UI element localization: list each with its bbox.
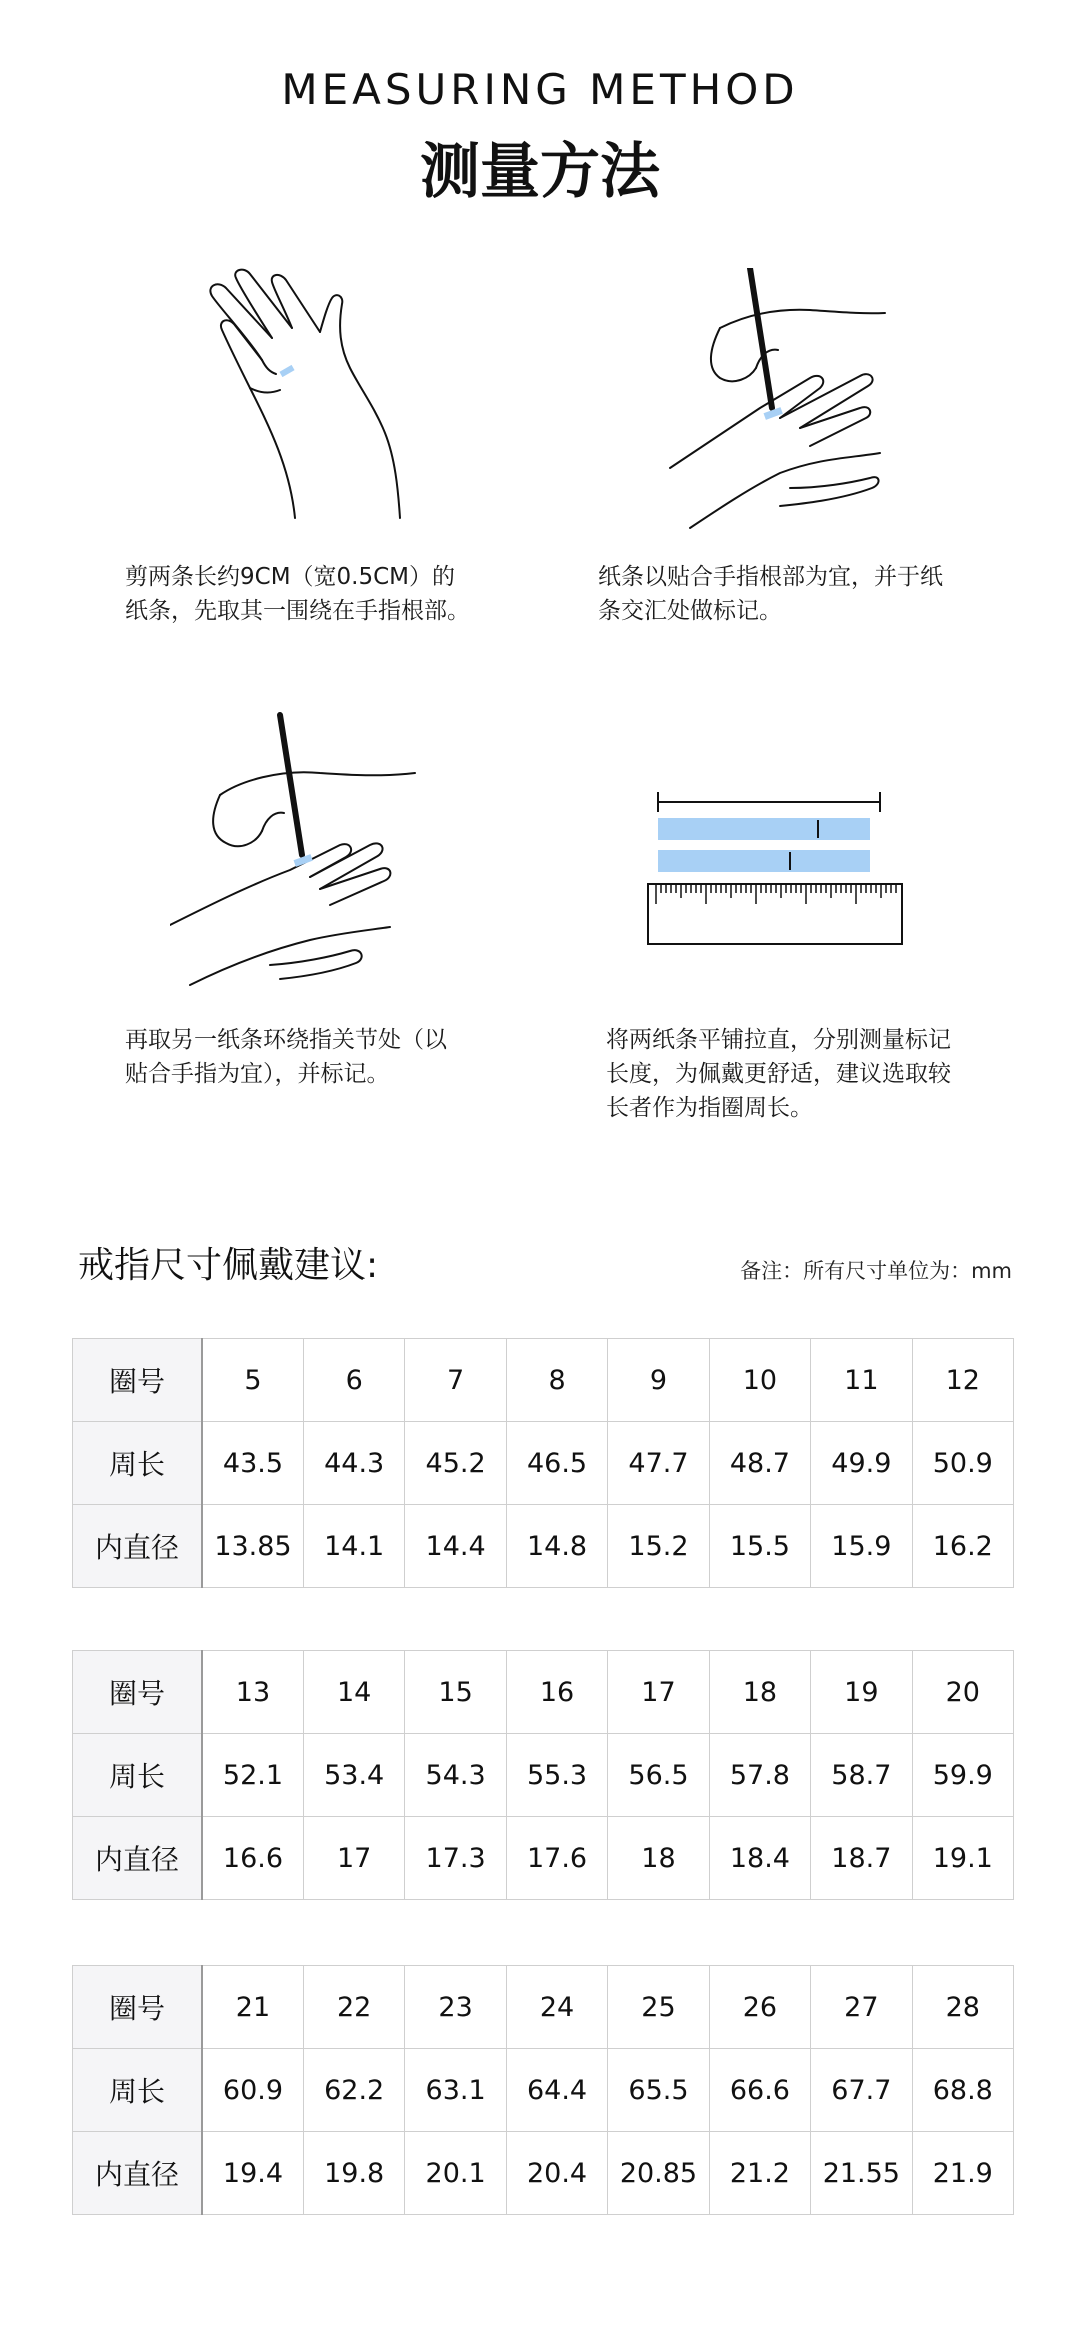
cell-diameter: 13.85 <box>202 1505 303 1588</box>
step2-text <box>598 560 1018 628</box>
row-header-size: 圈号 <box>73 1651 203 1734</box>
cell-diameter: 21.55 <box>811 2132 912 2215</box>
step1-text <box>125 560 525 628</box>
step4-line3: 长者作为指圈周长。 <box>606 1095 813 1121</box>
table-row-diameter <box>73 1817 1014 1900</box>
cell-diameter: 15.2 <box>608 1505 709 1588</box>
page-header <box>0 62 1080 212</box>
table-row-size <box>73 1651 1014 1734</box>
cell-diameter: 19.1 <box>912 1817 1013 1900</box>
cell-diameter: 21.2 <box>709 2132 810 2215</box>
cell-circumference: 60.9 <box>202 2049 303 2132</box>
cell-diameter: 17.3 <box>405 1817 506 1900</box>
cell-size: 25 <box>608 1966 709 2049</box>
size-table-3 <box>72 1965 1014 2215</box>
cell-size: 26 <box>709 1966 810 2049</box>
cell-diameter: 14.1 <box>303 1505 404 1588</box>
row-header-size: 圈号 <box>73 1339 203 1422</box>
row-header-diameter: 内直径 <box>73 2132 203 2215</box>
cell-diameter: 20.4 <box>506 2132 607 2215</box>
cell-diameter: 20.1 <box>405 2132 506 2215</box>
table-row-size <box>73 1966 1014 2049</box>
cell-size: 19 <box>811 1651 912 1734</box>
row-header-circumference: 周长 <box>73 1734 203 1817</box>
ruler-icon <box>640 780 910 960</box>
table-row-circumference <box>73 2049 1014 2132</box>
cell-circumference: 54.3 <box>405 1734 506 1817</box>
cell-circumference: 47.7 <box>608 1422 709 1505</box>
step3-line1: 再取另一纸条环绕指关节处（以 <box>125 1027 447 1053</box>
size-table-1 <box>72 1338 1014 1588</box>
cell-circumference: 53.4 <box>303 1734 404 1817</box>
cell-size: 9 <box>608 1339 709 1422</box>
size-section-title: 戒指尺寸佩戴建议: <box>78 1245 379 1286</box>
step2-illustration <box>660 268 900 538</box>
cell-size: 15 <box>405 1651 506 1734</box>
cell-size: 13 <box>202 1651 303 1734</box>
cell-size: 8 <box>506 1339 607 1422</box>
cell-circumference: 63.1 <box>405 2049 506 2132</box>
cell-size: 18 <box>709 1651 810 1734</box>
cell-size: 27 <box>811 1966 912 2049</box>
pencil-mark-icon <box>660 268 900 538</box>
row-header-size: 圈号 <box>73 1966 203 2049</box>
cell-circumference: 62.2 <box>303 2049 404 2132</box>
table-row-diameter <box>73 1505 1014 1588</box>
cell-diameter: 14.4 <box>405 1505 506 1588</box>
cell-size: 10 <box>709 1339 810 1422</box>
table-row-circumference <box>73 1734 1014 1817</box>
cell-circumference: 67.7 <box>811 2049 912 2132</box>
step4-text <box>606 1023 1026 1125</box>
cell-diameter: 18.4 <box>709 1817 810 1900</box>
cell-circumference: 66.6 <box>709 2049 810 2132</box>
row-header-diameter: 内直径 <box>73 1505 203 1588</box>
cell-size: 14 <box>303 1651 404 1734</box>
step4-illustration <box>640 780 910 960</box>
cell-circumference: 46.5 <box>506 1422 607 1505</box>
row-header-circumference: 周长 <box>73 1422 203 1505</box>
cell-size: 21 <box>202 1966 303 2049</box>
cell-circumference: 43.5 <box>202 1422 303 1505</box>
cell-circumference: 65.5 <box>608 2049 709 2132</box>
cell-size: 28 <box>912 1966 1013 2049</box>
cell-diameter: 20.85 <box>608 2132 709 2215</box>
cell-circumference: 68.8 <box>912 2049 1013 2132</box>
pencil-knuckle-icon <box>170 705 420 995</box>
size-table-2 <box>72 1650 1014 1900</box>
cell-diameter: 18.7 <box>811 1817 912 1900</box>
step4-line2: 长度，为佩戴更舒适，建议选取较 <box>606 1061 951 1087</box>
hand-icon <box>200 268 420 528</box>
table-row-size <box>73 1339 1014 1422</box>
cell-circumference: 49.9 <box>811 1422 912 1505</box>
cell-diameter: 19.8 <box>303 2132 404 2215</box>
step3-illustration <box>170 705 420 995</box>
cell-circumference: 45.2 <box>405 1422 506 1505</box>
cell-size: 24 <box>506 1966 607 2049</box>
cell-circumference: 44.3 <box>303 1422 404 1505</box>
table-row-diameter <box>73 2132 1014 2215</box>
cell-circumference: 50.9 <box>912 1422 1013 1505</box>
row-header-circumference: 周长 <box>73 2049 203 2132</box>
cell-circumference: 52.1 <box>202 1734 303 1817</box>
row-header-diameter: 内直径 <box>73 1817 203 1900</box>
step2-line1: 纸条以贴合手指根部为宜，并于纸 <box>598 564 943 590</box>
cell-diameter: 14.8 <box>506 1505 607 1588</box>
cell-diameter: 17 <box>303 1817 404 1900</box>
cell-diameter: 16.6 <box>202 1817 303 1900</box>
cell-diameter: 15.9 <box>811 1505 912 1588</box>
cell-size: 5 <box>202 1339 303 1422</box>
step3-line2: 贴合手指为宜），并标记。 <box>125 1061 390 1087</box>
cell-circumference: 58.7 <box>811 1734 912 1817</box>
cell-size: 17 <box>608 1651 709 1734</box>
cell-diameter: 18 <box>608 1817 709 1900</box>
cell-size: 7 <box>405 1339 506 1422</box>
cell-size: 22 <box>303 1966 404 2049</box>
cell-diameter: 17.6 <box>506 1817 607 1900</box>
cell-diameter: 15.5 <box>709 1505 810 1588</box>
cell-diameter: 19.4 <box>202 2132 303 2215</box>
cell-circumference: 59.9 <box>912 1734 1013 1817</box>
table-row-circumference <box>73 1422 1014 1505</box>
title-english: MEASURING METHOD <box>281 65 799 114</box>
step1-illustration <box>200 268 420 528</box>
step1-line2: 纸条，先取其一围绕在手指根部。 <box>125 598 470 624</box>
cell-size: 23 <box>405 1966 506 2049</box>
cell-size: 20 <box>912 1651 1013 1734</box>
step4-line1: 将两纸条平铺拉直，分别测量标记 <box>606 1027 951 1053</box>
step3-text <box>125 1023 545 1091</box>
cell-diameter: 21.9 <box>912 2132 1013 2215</box>
unit-note: 备注：所有尺寸单位为：mm <box>740 1259 1012 1283</box>
cell-circumference: 64.4 <box>506 2049 607 2132</box>
cell-circumference: 55.3 <box>506 1734 607 1817</box>
title-chinese: 测量方法 <box>420 137 660 207</box>
cell-circumference: 57.8 <box>709 1734 810 1817</box>
cell-circumference: 48.7 <box>709 1422 810 1505</box>
cell-circumference: 56.5 <box>608 1734 709 1817</box>
cell-diameter: 16.2 <box>912 1505 1013 1588</box>
cell-size: 16 <box>506 1651 607 1734</box>
cell-size: 6 <box>303 1339 404 1422</box>
step1-line1: 剪两条长约9CM（宽0.5CM）的 <box>125 564 456 590</box>
cell-size: 12 <box>912 1339 1013 1422</box>
cell-size: 11 <box>811 1339 912 1422</box>
step2-line2: 条交汇处做标记。 <box>598 598 782 624</box>
